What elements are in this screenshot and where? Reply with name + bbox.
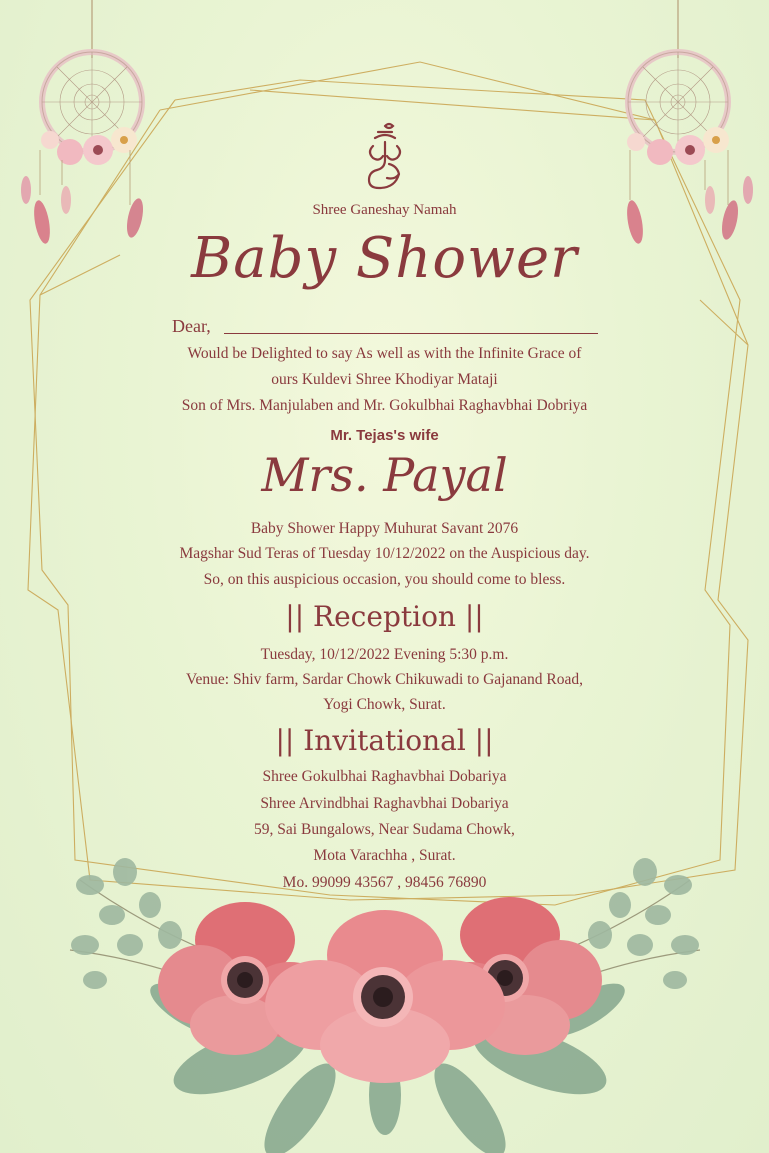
honoree-name: Mrs. Payal <box>261 448 508 502</box>
reception-heading: || Reception || <box>285 600 484 633</box>
muhurat-line: Baby Shower Happy Muhurat Savant 2076 <box>250 520 519 537</box>
invitational-line: 59, Sai Bungalows, Near Sudama Chowk, <box>254 821 515 838</box>
muhurat-line: So, on this auspicious occasion, you should come to bless. <box>203 571 566 588</box>
reception-line: Tuesday, 10/12/2022 Evening 5:30 p.m. <box>260 646 509 663</box>
invitational-line: Shree Gokulbhai Raghavbhai Dobariya <box>262 768 507 785</box>
contact-numbers: Mo. 99099 43567 , 98456 76890 <box>282 874 487 891</box>
dear-label: Dear, <box>172 316 211 336</box>
reception-line: Yogi Chowk, Surat. <box>323 696 446 713</box>
invitational-heading: || Invitational || <box>275 724 494 757</box>
relation-text: Mr. Tejas's wife <box>330 427 439 444</box>
invitational-line: Shree Arvindbhai Raghavbhai Dobariya <box>260 795 509 812</box>
intro-line: Son of Mrs. Manjulaben and Mr. Gokulbhai Raghavbhai Dobriya <box>181 397 588 414</box>
intro-line: Would be Delighted to say As well as with the Infinite Grace of <box>187 345 582 362</box>
muhurat-line: Magshar Sud Teras of Tuesday 10/12/2022 on the Auspicious day. <box>179 545 590 562</box>
invitational-line: Mota Varachha , Surat. <box>313 847 456 864</box>
blessing-subtitle: Shree Ganeshay Namah <box>312 202 457 218</box>
page-title: Baby Shower <box>191 226 578 291</box>
reception-line: Venue: Shiv farm, Sardar Chowk Chikuwadi to Gajanand Road, <box>186 671 583 688</box>
intro-line: ours Kuldevi Shree Khodiyar Mataji <box>271 371 498 388</box>
